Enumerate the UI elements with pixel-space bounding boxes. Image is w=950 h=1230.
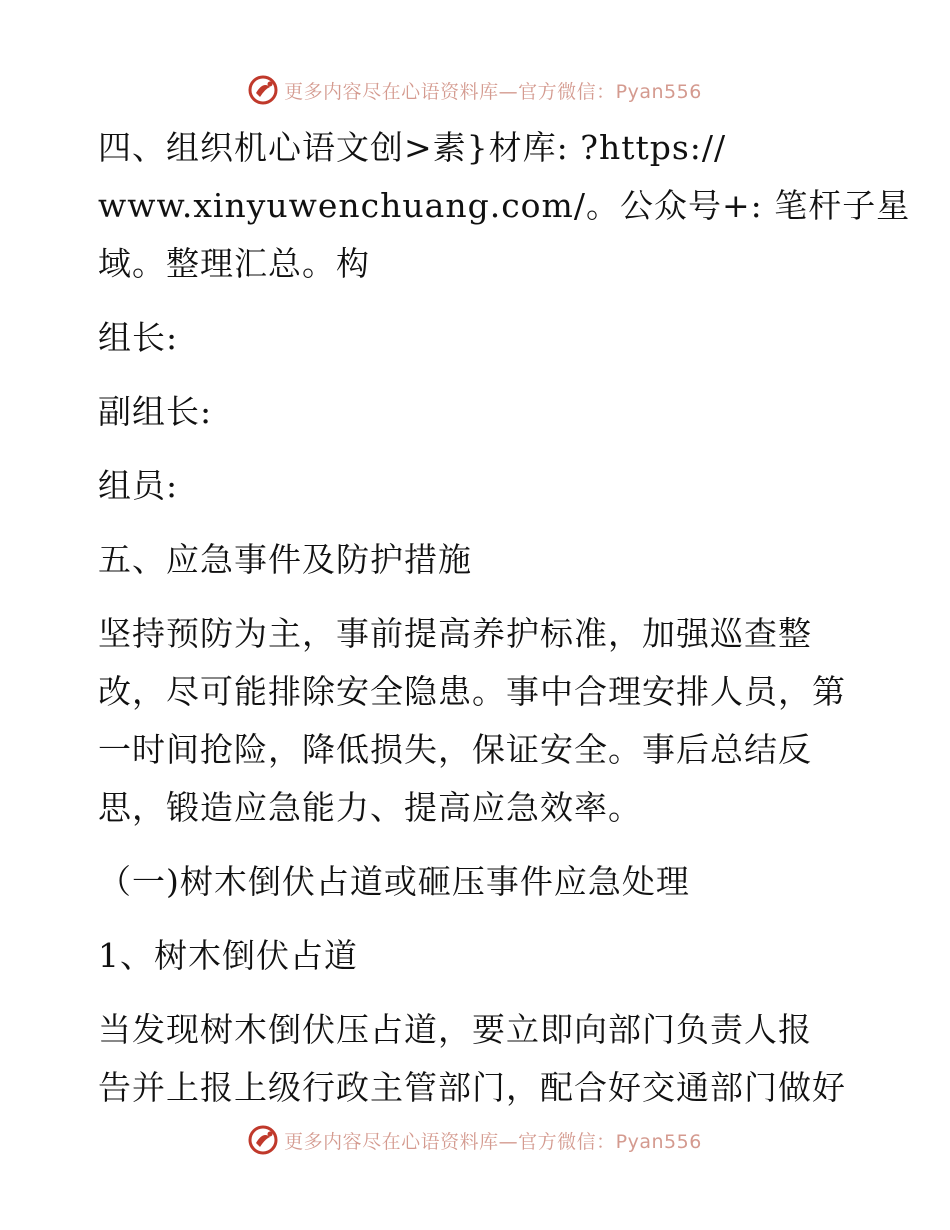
subsection-heading: 1、树木倒伏占道: [98, 936, 358, 975]
section-heading: 五、应急事件及防护措施: [98, 540, 472, 579]
body-line: 一时间抢险，降低损失，保证安全。事后总结反: [98, 730, 812, 769]
body-line: 组长:: [98, 318, 179, 357]
subsection-heading: （一)树木倒伏占道或砸压事件应急处理: [98, 862, 690, 901]
body-line: 四、组织机心语文创>素}材库: ?https://: [98, 128, 727, 167]
body-line: 组员:: [98, 466, 179, 505]
header-banner-text: 更多内容尽在心语资料库—官方微信：Pyan556: [284, 80, 702, 103]
xinyu-logo-icon: [248, 75, 278, 105]
body-line: 副组长:: [98, 392, 213, 431]
footer-banner-text: 更多内容尽在心语资料库—官方微信：Pyan556: [284, 1130, 702, 1153]
header-banner: [0, 70, 950, 110]
body-line: 告并上报上级行政主管部门，配合好交通部门做好: [98, 1068, 846, 1107]
xinyu-logo-icon: [248, 1125, 278, 1155]
body-line: 域。整理汇总。构: [98, 244, 370, 283]
body-line: 当发现树木倒伏压占道，要立即向部门负责人报: [98, 1010, 812, 1049]
body-line: 坚持预防为主，事前提高养护标准，加强巡查整: [98, 614, 812, 653]
body-line: 思，锻造应急能力、提高应急效率。: [98, 788, 642, 827]
footer-banner: [0, 1120, 950, 1160]
body-line: www.xinyuwenchuang.com/。公众号+: 笔杆子星: [98, 186, 911, 225]
body-line: 改，尽可能排除安全隐患。事中合理安排人员，第: [98, 672, 846, 711]
